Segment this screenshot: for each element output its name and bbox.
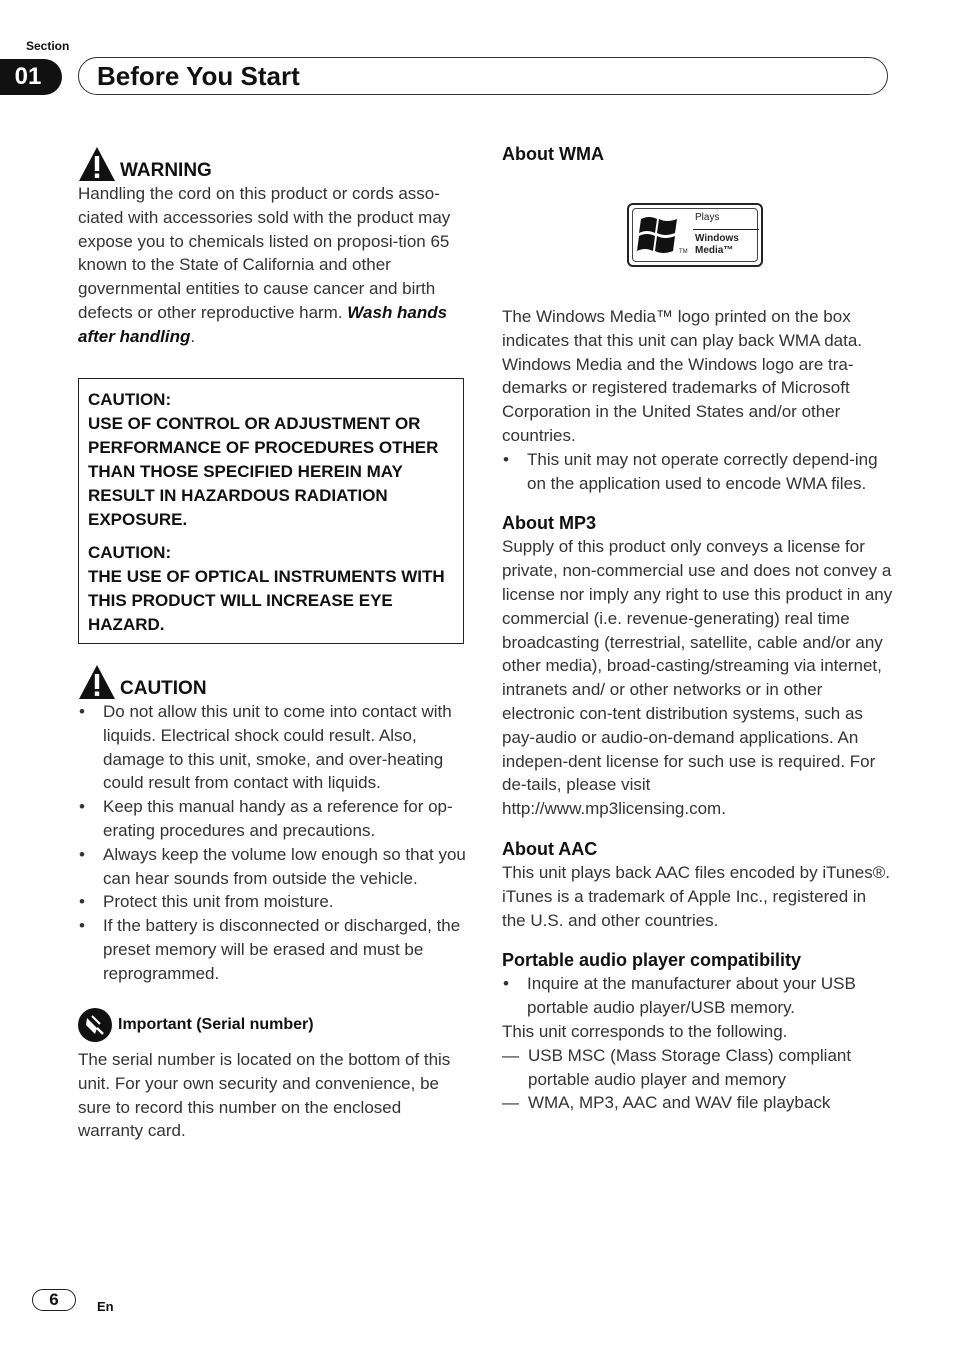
- list-item: — WMA, MP3, AAC and WAV file playback: [502, 1091, 894, 1115]
- list-item: • Keep this manual handy as a reference for op-erating procedures and precautions.: [78, 795, 466, 843]
- important-heading: Important (Serial number): [118, 1016, 314, 1034]
- warning-heading-row: [78, 146, 466, 182]
- portable-list: [502, 972, 894, 1020]
- windows-media-logo: [627, 203, 763, 267]
- list-item: • Inquire at the manufacturer about your USB portable audio player/USB memory.: [502, 972, 894, 1020]
- page-title-bar: [78, 57, 888, 95]
- caution-box-label-1: CAUTION:: [88, 390, 172, 409]
- portable-intro: This unit corresponds to the following.: [502, 1021, 788, 1041]
- right-column-body: [502, 305, 894, 1115]
- aac-para-2: iTunes is a trademark of Apple Inc., registered in the U.S. and other countries.: [502, 886, 867, 930]
- list-item: • This unit may not operate correctly depend-ing on the application used to encode WMA files.: [502, 448, 894, 496]
- page-title: Before You Start: [97, 61, 300, 91]
- section-label: Section: [26, 39, 70, 53]
- caution-box-text-1: USE OF CONTROL OR ADJUSTMENT OR PERFORMANCE OF PROCEDURES OTHER THAN THOSE SPECIFIED HEREIN MAY RESULT IN HAZARDOUS RADIATION EXPOSURE.: [88, 414, 439, 529]
- mp3-heading: About MP3: [502, 513, 596, 534]
- warning-triangle-icon: [78, 146, 116, 182]
- important-heading-row: [78, 1008, 466, 1042]
- important-memo-icon: [78, 1008, 112, 1042]
- list-item: — USB MSC (Mass Storage Class) compliant portable audio player and memory: [502, 1044, 894, 1092]
- list-item: • Always keep the volume low enough so that you can hear sounds from outside the vehicle.: [78, 843, 466, 891]
- mp3-body: Supply of this product only conveys a license for private, non-commercial use and does not convey a license nor imply any right to use this product in any commercial (i.e. revenue-generating) real time broadcasting (terrestrial, satellite, cable and/or any other media), broad-casting/streaming via internet, intranets and/ or other networks or in other electronic con-tent distribution systems, such as pay-audio or audio-on-demand applications. An indepen-dent license for such use is required. For de-tails, please visit: [502, 537, 893, 795]
- caution-triangle-icon: [78, 664, 116, 700]
- caution-box-text-2: THE USE OF OPTICAL INSTRUMENTS WITH THIS PRODUCT WILL INCREASE EYE HAZARD.: [88, 567, 445, 634]
- page-number: 6: [32, 1289, 76, 1311]
- wma-para-1: The Windows Media™ logo printed on the box indicates that this unit can play back WMA data.: [502, 307, 863, 350]
- logo-windows-media-text: Windows Media™: [695, 233, 739, 256]
- windows-flag-icon: [637, 211, 681, 257]
- warning-body: Handling the cord on this product or cords asso-ciated with accessories sold with the product may expose you to chemicals listed on proposi-tion 65 known to the State of California and other governmental entities to cause cancer and birth defects or other reproductive harm. Wash hands after handling.: [78, 184, 451, 346]
- aac-heading: About AAC: [502, 838, 598, 859]
- caution-heading: CAUTION: [120, 678, 207, 699]
- caution-list: [78, 700, 466, 986]
- portable-dash-list: [502, 1044, 894, 1115]
- important-section: [78, 1008, 466, 1143]
- logo-plays-text: Plays: [695, 212, 720, 223]
- caution-section: [78, 664, 466, 986]
- aac-para-1: This unit plays back AAC files encoded by iTunes®.: [502, 862, 890, 882]
- wma-heading: About WMA: [502, 144, 604, 164]
- warning-section: [78, 146, 466, 349]
- caution-heading-row: [78, 664, 466, 700]
- wma-para-2: Windows Media and the Windows logo are tra-demarks or registered trademarks of Microsoft Corporation in the United States and/or other countries.: [502, 354, 854, 445]
- caution-box-label-2: CAUTION:: [88, 543, 172, 562]
- wma-heading-wrap: [502, 142, 894, 166]
- warning-heading: WARNING: [120, 160, 212, 181]
- warning-emphasis: Wash hands after handling: [78, 302, 448, 346]
- logo-tm-mark: TM: [679, 249, 688, 255]
- language-code: En: [97, 1299, 114, 1314]
- mp3-link[interactable]: http://www.mp3licensing.com.: [502, 799, 726, 819]
- portable-heading: Portable audio player compatibility: [502, 950, 802, 971]
- list-item: • Protect this unit from moisture.: [78, 890, 466, 914]
- caution-box: [78, 378, 464, 644]
- wma-list: [502, 448, 894, 496]
- important-body: The serial number is located on the bottom of this unit. For your own security and convenience, be sure to record this number on the enclosed warranty card.: [78, 1050, 451, 1141]
- list-item: • Do not allow this unit to come into contact with liquids. Electrical shock could result. Also, damage to this unit, smoke, and over-heating could result from contact with liquids.: [78, 700, 466, 795]
- list-item: • If the battery is disconnected or discharged, the preset memory will be erased and must be reprogrammed.: [78, 914, 466, 985]
- section-number-badge: 01: [0, 59, 62, 95]
